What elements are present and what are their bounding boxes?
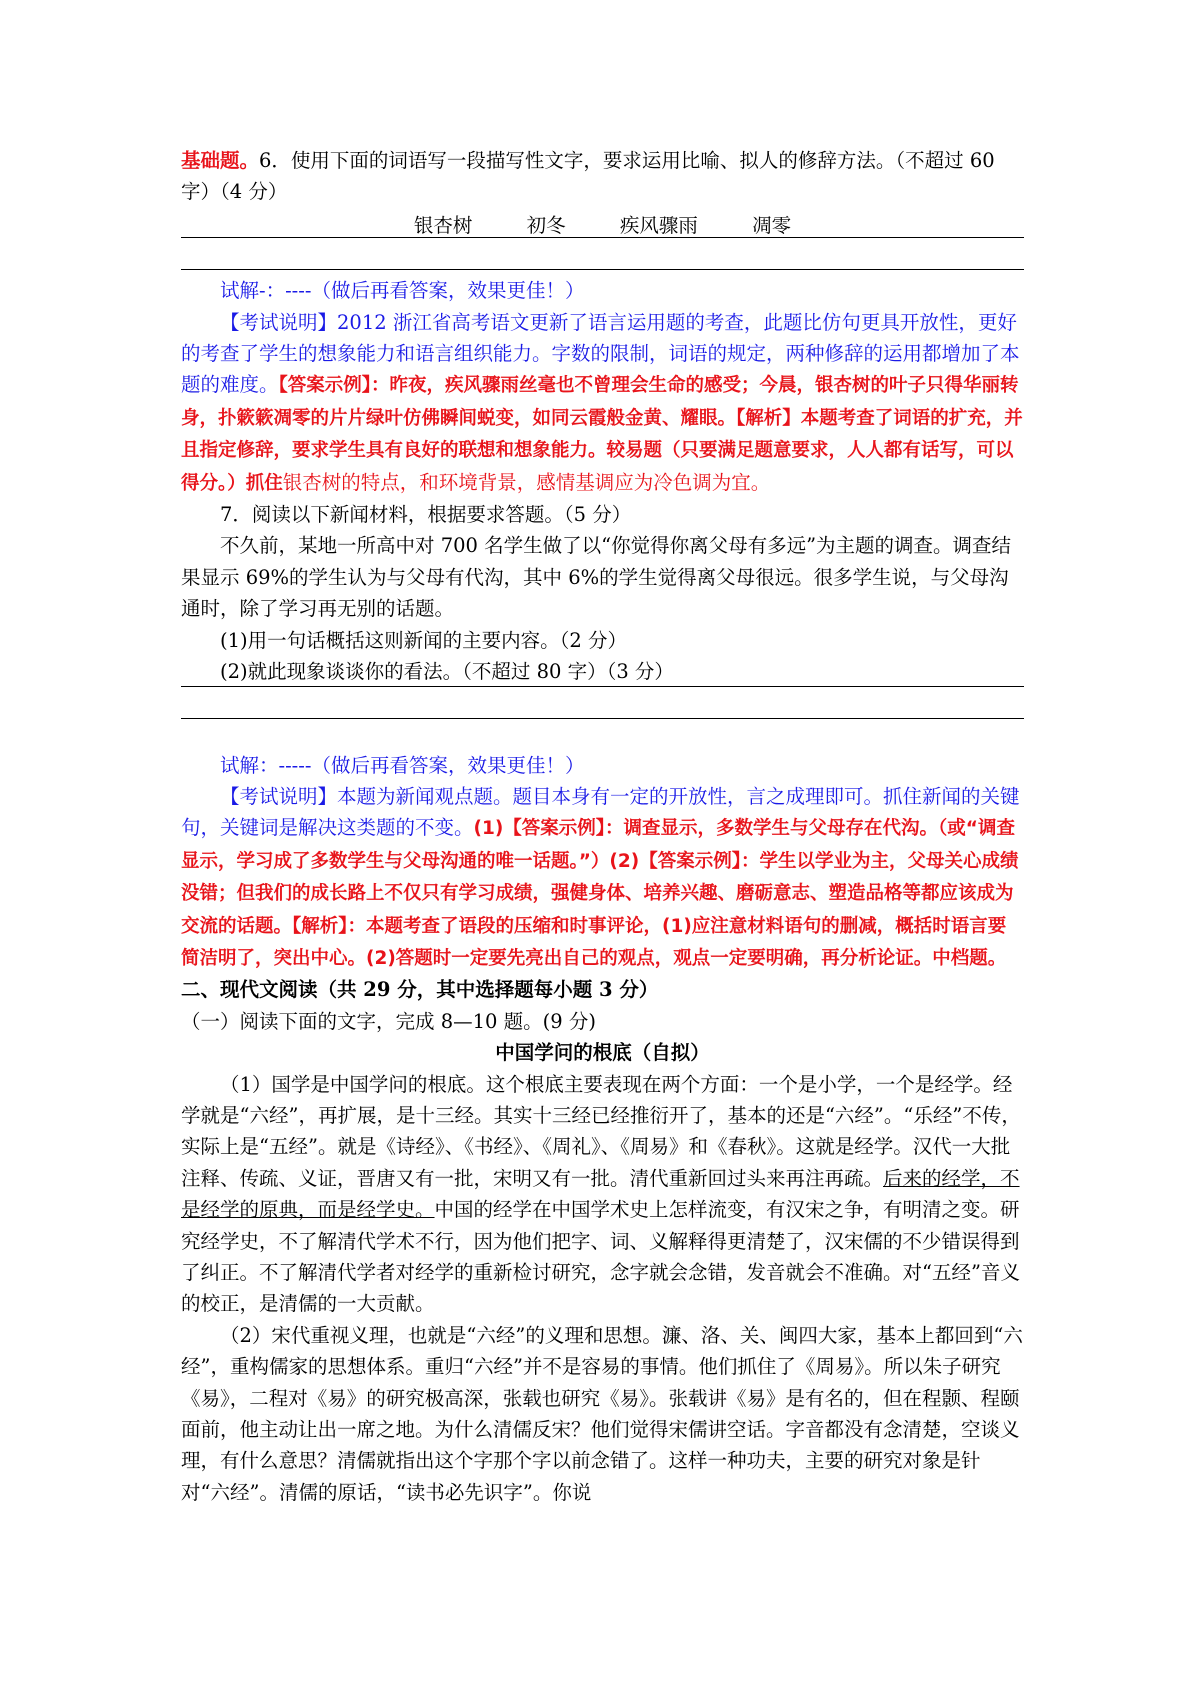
word-item: 银杏树 (413, 213, 473, 237)
sub-question-1: (1)用一句话概括这则新闻的主要内容。（2 分） (220, 628, 627, 652)
answer-example: 【答案示例】：昨夜，疾风骤雨丝毫也不曾理会生命的感受；今晨，银杏树的叶子只得华丽转身，扑簌簌凋零的片片绿叶仿佛瞬间蜕变，如同云霞般金黄、耀眼。【解析】本题考查了词语的扩充，并且指定修辞，要求学生具有良好的联想和想象能力。较易题（只要满足题意要求，人人都有话写，可以得分。）抓住 (181, 375, 1023, 494)
question-7-title: 7．阅读以下新闻材料，根据要求答题。（5 分） (220, 503, 632, 527)
article-para-1 (181, 1069, 1024, 1320)
section-sub: （一）阅读下面的文字，完成 8—10 题。(9 分) (181, 1009, 596, 1033)
solve-prompt-2: 试解：-----（做后再看答案，效果更佳！） (220, 753, 585, 777)
question-6 (181, 145, 1024, 208)
para-text: 中国的经学在中国学术史上怎样流变，有汉宋之争，有明清之变。研究经学史，不了解清代学术不行，因为他们把字、词、义解释得更清楚了，汉宋儒的不少错误得到了纠正。不了解清代学者对经学的重新检讨研究，念字就会念错，发音就会不准确。对“五经”音义的校正，是清儒的一大贡献。 (181, 1198, 1020, 1316)
exam-note-text: 本题为新闻观点题。题目本身有一定的开放性，言之成理即可。抓住新闻的关键句，关键词是解决这类题的不变。 (181, 784, 1020, 840)
section-heading: 二、现代文阅读（共 29 分，其中选择题每小题 3 分） (181, 978, 659, 1002)
question-tag: 基础题。 (181, 149, 260, 172)
explanation-1 (181, 307, 1024, 499)
exam-note-label: 【考试说明】 (220, 784, 338, 808)
sub-question-2: (2)就此现象谈谈你的看法。（不超过 80 字）（3 分） (220, 660, 674, 684)
answer-example: (1)【答案示例】：调查显示，多数学生与父母存在代沟。（或“调查显示，学习成了多数学生与父母沟通的唯一话题。”）(2)【答案示例】：学生以学业为主，父母关心成绩没错；但我们的成长路上不仅只有学习成绩，强健身体、培养兴趣、磨砺意志、塑造品格等都应该成为交流的话题。【解析】：本题考查了语段的压缩和时事评论，(1)应注意材料语句的删减，概括时语言要简洁明了，突出中心。(2)答题时一定要先亮出自己的观点，观点一定要明确，再分析论证。中档题。 (181, 818, 1019, 969)
document-body (181, 145, 1024, 1508)
solve-prompt-1: 试解-：----（做后再看答案，效果更佳！） (220, 279, 585, 303)
underlined-sentence: 后来的经学，不是经学的原典，而是经学史。 (181, 1166, 1020, 1222)
article-para-2: （2）宋代重视义理，也就是“六经”的义理和思想。濂、洛、关、闽四大家，基本上都回到“六经”，重构儒家的思想体系。重归“六经”并不是容易的事情。他们抓住了《周易》。所以朱子研究《易》，二程对《易》的研究极高深，张载也研究《易》。张载讲《易》是有名的，但在程颢、程颐面前，他主动让出一席之地。为什么清儒反宋？他们觉得宋儒讲空话。字音都没有念清楚，空谈义理，有什么意思？清儒就指出这个字那个字以前念错了。这样一种功夫，主要的研究对象是针对“六经”。清儒的原话，“读书必先识字”。你说 (181, 1323, 1023, 1504)
article-title: 中国学问的根底（自拟） (495, 1041, 710, 1065)
news-material: 不久前，某地一所高中对 700 名学生做了以“你觉得你离父母有多远”为主题的调查。调查结果显示 69%的学生认为与父母有代沟，其中 6%的学生觉得离父母很远。很多学生说，与父母沟通时，除了学习再无别的话题。 (181, 534, 1012, 621)
exam-note-label: 【考试说明】 (220, 310, 338, 334)
word-item: 凋零 (752, 213, 792, 237)
explanation-2 (181, 781, 1024, 974)
exam-note-text: 2012 浙江省高考语文更新了语言运用题的考查，此题比仿句更具开放性，更好的考查了学生的想象能力和语言组织能力。字数的限制，词语的规定，两种修辞的运用都增加了本题的难度。 (181, 310, 1020, 397)
word-item: 初冬 (526, 213, 566, 237)
answer-tail: 银杏树的特点，和环境背景，感情基调应为冷色调为宜。 (282, 470, 771, 494)
answer-line (181, 269, 1024, 270)
word-item: 疾风骤雨 (619, 213, 698, 237)
answer-line (181, 718, 1024, 719)
para-text: （1）国学是中国学问的根底。这个根底主要表现在两个方面：一个是小学，一个是经学。经学就是“六经”，再扩展，是十三经。其实十三经已经推衍开了，基本的还是“六经”。“乐经”不传，实际上是“五经”。就是《诗经》、《书经》、《周礼》、《周易》和《春秋》。这就是经学。汉代一大批注释、传疏、义证，晋唐又有一批，宋明又有一批。清代重新回过头来再注再疏。 (181, 1072, 1021, 1190)
question-6-text: 6．使用下面的词语写一段描写性文字，要求运用比喻、拟人的修辞方法。（不超过 60 字）（4 分） (181, 149, 995, 204)
